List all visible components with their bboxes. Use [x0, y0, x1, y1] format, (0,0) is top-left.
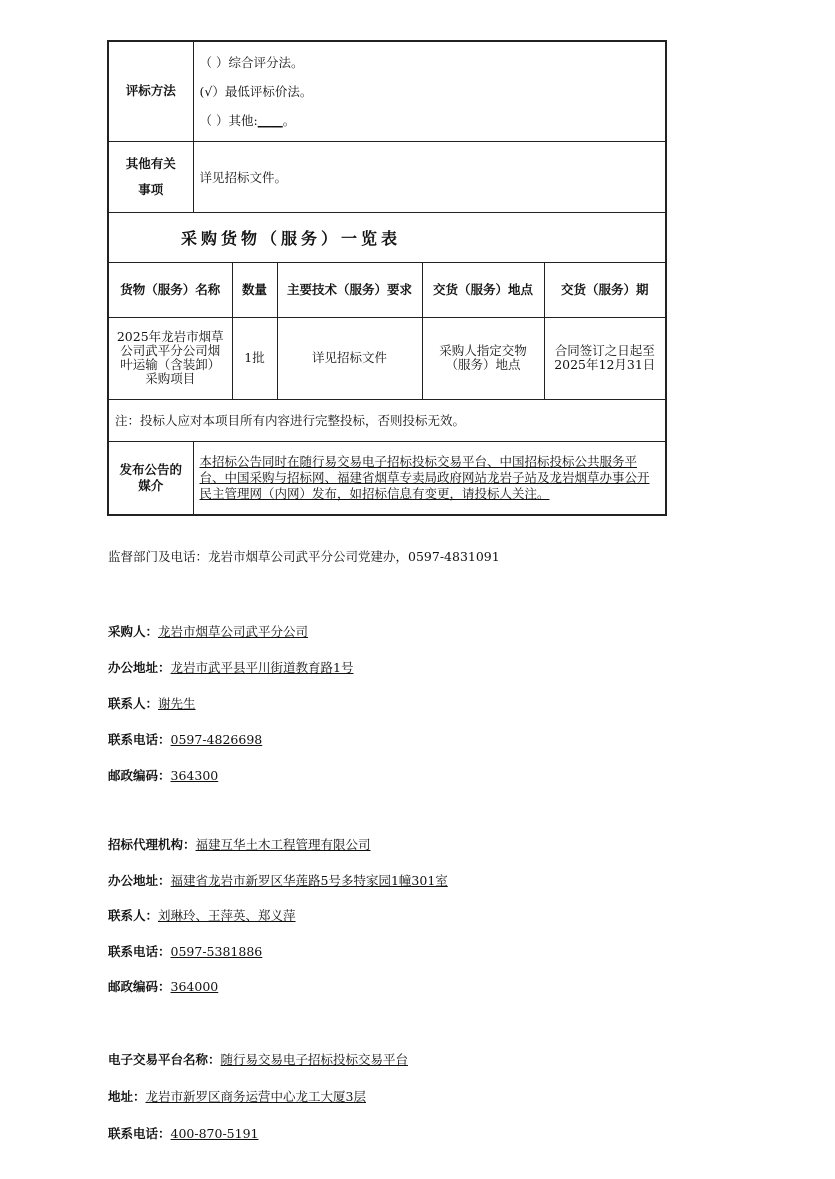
purchaser-contact-label: 联系人： [108, 696, 159, 711]
platform-addr-label: 地址： [108, 1089, 146, 1104]
cell-delivery-place: 采购人指定交物（服务）地点 [422, 317, 544, 399]
purchaser-name: 龙岩市烟草公司武平分公司 [158, 624, 309, 639]
agency-zip: 364000 [170, 979, 219, 994]
cell-requirements: 详见招标文件 [277, 317, 422, 399]
purchaser-zip: 364300 [170, 768, 219, 783]
tender-table [107, 40, 667, 516]
platform-phone-label: 联系电话： [108, 1126, 171, 1141]
agency-phone-line [108, 942, 262, 960]
other-label [108, 141, 193, 212]
agency-contact-label: 联系人： [108, 908, 159, 923]
other-row [108, 141, 666, 212]
platform-phone-line [108, 1124, 259, 1142]
agency-name-label: 招标代理机构： [108, 837, 196, 852]
list-data-row [108, 317, 666, 399]
purchaser-addr-label: 办公地址： [108, 660, 171, 675]
header-delivery-period: 交货（服务）期 [544, 262, 666, 317]
list-header-row [108, 262, 666, 317]
platform-name-label: 电子交易平台名称： [108, 1052, 221, 1067]
method-option-other-blank: ____ [257, 112, 283, 128]
agency-addr-line [108, 871, 448, 889]
other-label-line2: 事项 [138, 181, 164, 197]
agency-name-line [108, 835, 371, 853]
agency-zip-label: 邮政编码： [108, 979, 171, 994]
list-note: 注：投标人应对本项目所有内容进行完整投标，否则投标无效。 [108, 399, 666, 441]
cell-delivery-period: 合同签订之日起至2025年12月31日 [544, 317, 666, 399]
purchaser-name-label: 采购人： [108, 624, 159, 639]
list-title: 采购货物（服务）一览表 [108, 212, 666, 262]
method-option-other-prefix: （ ）其他: [199, 112, 258, 128]
platform-name: 随行易交易电子招标投标交易平台 [220, 1052, 409, 1067]
method-option-lowest-price: (√）最低评标价法。 [199, 83, 313, 99]
header-goods-name: 货物（服务）名称 [108, 262, 232, 317]
purchaser-addr: 龙岩市武平县平川街道教育路1号 [170, 660, 354, 675]
agency-name: 福建互华土木工程管理有限公司 [195, 837, 371, 852]
media-label: 发布公告的媒介 [108, 441, 193, 515]
method-option-other [200, 106, 660, 135]
purchaser-phone-label: 联系电话： [108, 732, 171, 747]
purchaser-contact-line [108, 694, 196, 712]
purchaser-zip-label: 邮政编码： [108, 768, 171, 783]
header-delivery-place: 交货（服务）地点 [422, 262, 544, 317]
other-label-line1: 其他有关 [125, 155, 176, 171]
purchaser-contact: 谢先生 [158, 696, 196, 711]
header-requirements: 主要技术（服务）要求 [277, 262, 422, 317]
cell-quantity: 1批 [232, 317, 277, 399]
purchaser-name-line [108, 622, 308, 640]
method-row [108, 41, 666, 141]
method-options [193, 41, 666, 141]
agency-contact-line [108, 906, 296, 924]
header-quantity: 数量 [232, 262, 277, 317]
platform-addr: 龙岩市新罗区商务运营中心龙工大厦3层 [145, 1089, 366, 1104]
cell-goods-name: 2025年龙岩市烟草公司武平分公司烟叶运输（含装卸）采购项目 [108, 317, 232, 399]
note-row [108, 399, 666, 441]
platform-phone: 400-870-5191 [170, 1126, 259, 1141]
list-title-row [108, 212, 666, 262]
agency-phone-label: 联系电话： [108, 944, 171, 959]
agency-phone: 0597-5381886 [170, 944, 263, 959]
method-option-other-suffix: 。 [282, 112, 296, 128]
media-value: 本招标公告同时在随行易交易电子招标投标交易平台、中国招标投标公共服务平台、中国采购与招标网、福建省烟草专卖局政府网站龙岩子站及龙岩烟草办事公开民主管理网（内网）发布，如招标信息有变更，请投标人关注。 [193, 441, 666, 515]
media-row [108, 441, 666, 515]
purchaser-addr-line [108, 658, 353, 676]
method-label: 评标方法 [108, 41, 193, 141]
agency-contact: 刘琳玲、王萍英、郑义萍 [158, 908, 296, 923]
platform-addr-line [108, 1087, 366, 1105]
method-option-comprehensive: （ ）综合评分法。 [199, 54, 304, 70]
supervisor-line: 监督部门及电话：龙岩市烟草公司武平分公司党建办，0597-4831091 [108, 549, 500, 564]
agency-addr: 福建省龙岩市新罗区华莲路5号多特家园1幢301室 [170, 873, 448, 888]
other-value: 详见招标文件。 [193, 141, 666, 212]
agency-addr-label: 办公地址： [108, 873, 171, 888]
agency-zip-line [108, 977, 218, 995]
purchaser-phone: 0597-4826698 [170, 732, 263, 747]
platform-name-line [108, 1050, 408, 1068]
purchaser-zip-line [108, 766, 218, 784]
purchaser-phone-line [108, 730, 262, 748]
